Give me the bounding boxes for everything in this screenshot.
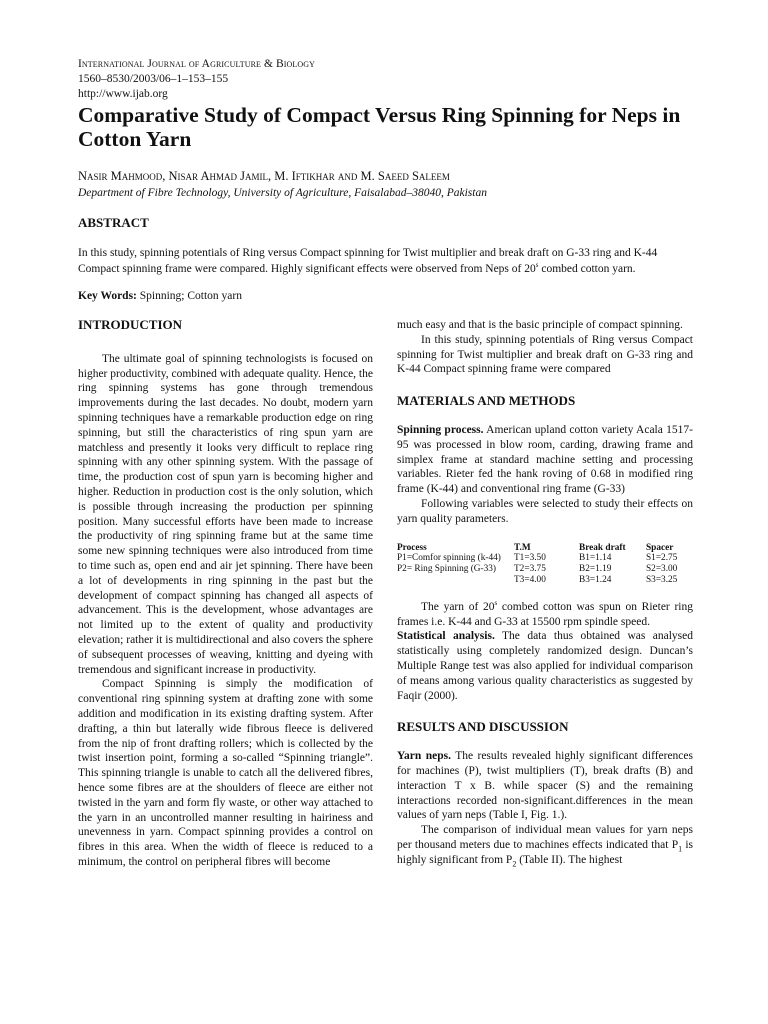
- subscript-1: 1: [678, 844, 683, 854]
- table-cell: P2= Ring Spinning (G-33): [397, 564, 496, 575]
- intro-paragraph-3: In this study, spinning potentials of Ring versus Compact spinning for Twist multiplier and break draft on G-33 ring and K-44 Compact spinning frame were compared: [397, 333, 693, 376]
- yarn-neps-paragraph: [397, 749, 693, 823]
- yarn-neps-label: Yarn neps.: [397, 750, 451, 763]
- table-cell: S2=3.00: [646, 564, 678, 575]
- table-cell: S1=2.75: [646, 553, 678, 564]
- journal-url[interactable]: http://www.ijab.org: [78, 88, 168, 100]
- comparison-text-b: is highly significant from P: [397, 838, 694, 866]
- keywords-label: Key Words:: [78, 290, 137, 302]
- table-cell: [397, 575, 514, 586]
- variables-paragraph: Following variables were selected to study their effects on yarn quality parameters.: [397, 497, 693, 525]
- comparison-paragraph: [397, 823, 693, 867]
- keywords: [78, 290, 242, 302]
- journal-name: International Journal of Agriculture & Biology: [78, 58, 316, 70]
- paper-title: Comparative Study of Compact Versus Ring Spinning for Neps in Cotton Yarn: [78, 103, 681, 151]
- abstract-heading: ABSTRACT: [78, 215, 149, 230]
- yarn-neps-text: The results revealed highly significant differences for machines (P), twist multipliers (T), break drafts (B) and interaction T x B. while spacer (S) and the remaining interactions recorded non-significant.differences in the mean values of yarn neps (Table I, Fig. 1.).: [397, 750, 693, 822]
- comparison-text-a: The comparison of individual mean values for yarn neps per thousand meters due to machines effects indicated that P: [397, 824, 693, 851]
- author-list: Nasir Mahmood, Nisar Ahmad Jamil, M. Iftikhar and M. Saeed Saleem: [78, 169, 450, 183]
- abstract-body: In this study, spinning potentials of Ring versus Compact spinning for Twist multiplier and break draft on G-33 ring and K-44 Compact spinning frame were compared. Highly significant effects were observed from Neps of 20: [78, 247, 658, 275]
- abstract-body-end: combed cotton yarn.: [538, 262, 636, 275]
- table-cell: T3=4.00: [514, 574, 546, 585]
- right-column: [397, 318, 693, 868]
- left-column: [78, 318, 373, 870]
- spinning-process-paragraph: [397, 423, 693, 497]
- comparison-text-c: (Table II). The highest: [516, 853, 623, 866]
- yarn-sup: s: [494, 598, 498, 607]
- journal-header: [78, 57, 315, 102]
- table-header-row: [397, 543, 693, 554]
- abstract-text: [78, 246, 692, 277]
- affiliation: Department of Fibre Technology, University of Agriculture, Faisalabad–38040, Pakistan: [78, 187, 487, 199]
- statistical-analysis-label: Statistical analysis.: [397, 630, 495, 643]
- table-cell: B3=1.24: [579, 574, 612, 585]
- keywords-text: Spinning; Cotton yarn: [136, 290, 242, 302]
- table-header-cell: Process: [397, 542, 427, 553]
- table-header-cell: T.M: [514, 542, 531, 553]
- yarn-text-end: combed cotton was spun on Rieter ring frames i.e. K-44 and G-33 at 15500 rpm spindle speed.: [397, 600, 693, 628]
- table-cell: B2=1.19: [579, 564, 612, 575]
- statistical-analysis-text: The data thus obtained was analysed statistically using completely randomized design. Duncan’s Multiple Range test was also applied for individual comparison of means among various quality characteristics as suggested by Faqir (2000).: [397, 630, 693, 702]
- table-header-cell: Spacer: [646, 542, 674, 553]
- table-header-cell: Break draft: [579, 542, 626, 553]
- abstract-sup: s: [535, 260, 539, 269]
- introduction-heading: INTRODUCTION: [78, 317, 183, 332]
- variables-table: [397, 543, 693, 586]
- yarn-text-start: The yarn of 20: [421, 600, 495, 613]
- table-row: [397, 564, 693, 575]
- intro-paragraph-2: Compact Spinning is simply the modification of conventional ring spinning system at drafting zone with some addition and modification in its existing drafting system. After drafting, a thin but laterally wide fibrous fleece is delivered from the nip of front drafting rollers; which is collected by the twist insertion point, forming a so-called “Spinning triangle”. This spinning triangle is unable to catch all the delivered fibres, hence some fibres are at the shoulders of fleece are either not twisted in the yarn and form fly waste, or other way attached to the yarn in an uncontrolled manner resulting in hairiness and unevenness in yarn. Compact spinning provides a control on fibres in this area. When the width of fleece is reduced to a minimum, the control on peripheral fibres will become: [78, 678, 373, 868]
- spinning-process-label: Spinning process.: [397, 423, 484, 436]
- table-row: [397, 553, 693, 564]
- intro-paragraph-1: The ultimate goal of spinning technologists is focused on higher productivity, combined with adequate quality. Hence, the ring spinning systems has gone through tremendous improvements during the last decades. No doubt, modern yarn spinning techniques have a remarkable production edge on ring spinning, but still the characteristics of ring spun yarn are matchless and presently it looks very difficult to replace ring spinning with any other spinning system. With the passage of time, the production cost of spun yarn is becoming higher and higher. Reduction in production cost is the only solution, which is possible through increasing the production per spinning position. Many successful efforts have been made to increase the productivity of ring spinning frame but at the same time some new spinning techniques were also introduced from time to time such as, open end and air jet spinning. There have been a lot of developments in ring spinning in the past but the development of compact spinning has changed all aspects of advancement. This is the development, whose advantages are not limited up to the extent of quality and productivity elevation; rather it is multidirectional and also covers the sphere of subsequent processes of weaving, knitting and dyeing with tremendous and significant increase in productivity.: [78, 352, 373, 676]
- table-cell: P1=Comfor spinning (k-44): [397, 553, 501, 564]
- results-heading: RESULTS AND DISCUSSION: [397, 719, 569, 735]
- yarn-paragraph: [397, 600, 693, 630]
- intro-paragraph-2-continued: much easy and that is the basic principle of compact spinning.: [397, 319, 683, 331]
- methods-heading: MATERIALS AND METHODS: [397, 393, 576, 409]
- issn-line: 1560–8530/2003/06–1–153–155: [78, 73, 229, 85]
- table-cell: B1=1.14: [579, 553, 612, 564]
- subscript-2: 2: [512, 859, 517, 868]
- table-cell: S3=3.25: [646, 574, 678, 585]
- table-row: [397, 575, 693, 586]
- statistical-analysis-paragraph: [397, 629, 693, 703]
- table-cell: T1=3.50: [514, 553, 546, 564]
- spinning-process-text: American upland cotton variety Acala 1517-95 was processed in blow room, carding, drawing frame and simplex frame at standard machine setting and processing variables. Rieter fed the hank roving of 0.68 in modified ring frame (K-44) and conventional ring frame (G-33): [397, 423, 693, 496]
- table-cell: T2=3.75: [514, 564, 546, 575]
